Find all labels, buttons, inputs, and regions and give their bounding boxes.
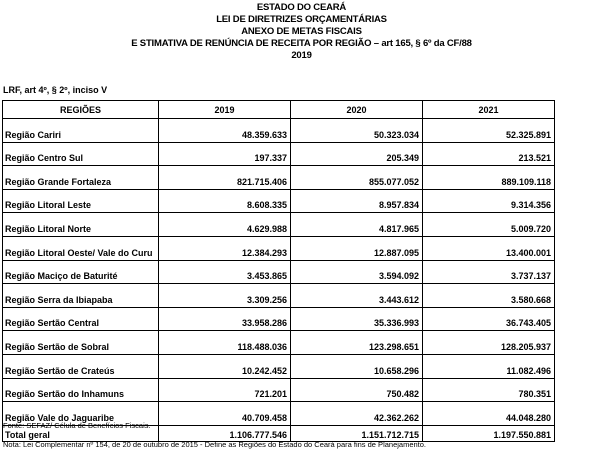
value-cell-2021: 11.082.496 [423, 354, 555, 378]
value-cell-2019: 118.488.036 [159, 331, 291, 355]
region-name-cell: Região Serra da Ibiapaba [3, 284, 159, 308]
value-cell-2021: 5.009.720 [423, 213, 555, 237]
value-cell-2020: 42.362.262 [291, 402, 423, 426]
region-name-cell: Região Litoral Oeste/ Vale do Curu [3, 236, 159, 260]
value-cell-2021: 52.325.891 [423, 119, 555, 143]
region-name-cell: Região Maciço de Baturité [3, 260, 159, 284]
footnote: Nota: Lei Complementar nº 154, de 20 de outubro de 2015 - Define as Regiões do Estado do Ceará para fins de Planejamento. [3, 440, 427, 449]
value-cell-2020: 3.443.612 [291, 284, 423, 308]
value-cell-2020: 855.077.052 [291, 166, 423, 190]
value-cell-2019: 40.709.458 [159, 402, 291, 426]
value-cell-2021: 213.521 [423, 142, 555, 166]
value-cell-2019: 12.384.293 [159, 236, 291, 260]
header-state: ESTADO DO CEARÁ [256, 2, 347, 13]
total-label: Total geral [3, 425, 159, 441]
value-cell-2021: 3.580.668 [423, 284, 555, 308]
column-header-regions: REGIÕES [3, 101, 159, 119]
table-row [3, 166, 555, 190]
table-row [3, 354, 555, 378]
value-cell-2020: 750.482 [291, 378, 423, 402]
source-note: Fonte: SEFAZ/ Célula de Benefícios Fiscais. [3, 421, 151, 430]
legal-reference: LRF, art 4º, § 2º, inciso V [3, 85, 108, 95]
column-header-2021: 2021 [423, 101, 555, 119]
region-name-cell: Região Sertão de Sobral [3, 331, 159, 355]
value-cell-2020: 4.817.965 [291, 213, 423, 237]
table-header-row [3, 101, 555, 119]
value-cell-2020: 10.658.296 [291, 354, 423, 378]
document-header [0, 2, 603, 62]
region-name-cell: Região Centro Sul [3, 142, 159, 166]
header-year: 2019 [291, 50, 312, 61]
region-name-cell: Região Grande Fortaleza [3, 166, 159, 190]
table-row [3, 213, 555, 237]
table-row [3, 307, 555, 331]
value-cell-2021: 128.205.937 [423, 331, 555, 355]
total-value-2019: 1.106.777.546 [159, 425, 291, 441]
value-cell-2019: 3.453.865 [159, 260, 291, 284]
value-cell-2021: 13.400.001 [423, 236, 555, 260]
region-name-cell: Região Cariri [3, 119, 159, 143]
value-cell-2021: 44.048.280 [423, 402, 555, 426]
value-cell-2021: 9.314.356 [423, 189, 555, 213]
total-value-2021: 1.197.550.881 [423, 425, 555, 441]
total-value-2020: 1.151.712.715 [291, 425, 423, 441]
region-name-cell: Região Vale do Jaguaribe [3, 402, 159, 426]
region-name-cell: Região Sertão Central [3, 307, 159, 331]
region-name-cell: Região Sertão do Inhamuns [3, 378, 159, 402]
header-law: LEI DE DIRETRIZES ORÇAMENTÁRIAS [216, 14, 387, 25]
region-name-cell: Região Litoral Norte [3, 213, 159, 237]
value-cell-2020: 8.957.834 [291, 189, 423, 213]
value-cell-2021: 889.109.118 [423, 166, 555, 190]
value-cell-2020: 3.594.092 [291, 260, 423, 284]
value-cell-2020: 35.336.993 [291, 307, 423, 331]
table-row [3, 260, 555, 284]
value-cell-2020: 123.298.651 [291, 331, 423, 355]
value-cell-2021: 36.743.405 [423, 307, 555, 331]
value-cell-2019: 821.715.406 [159, 166, 291, 190]
region-name-cell: Região Sertão de Crateús [3, 354, 159, 378]
value-cell-2019: 33.958.286 [159, 307, 291, 331]
value-cell-2019: 3.309.256 [159, 284, 291, 308]
header-annex: ANEXO DE METAS FISCAIS [241, 26, 362, 37]
header-title: E STIMATIVA DE RENÚNCIA DE RECEITA POR REGIÃO – art 165, § 6º da CF/88 [131, 38, 472, 49]
table-row [3, 284, 555, 308]
value-cell-2019: 10.242.452 [159, 354, 291, 378]
table-row [3, 189, 555, 213]
value-cell-2020: 12.887.095 [291, 236, 423, 260]
value-cell-2019: 197.337 [159, 142, 291, 166]
value-cell-2019: 48.359.633 [159, 119, 291, 143]
value-cell-2019: 4.629.988 [159, 213, 291, 237]
revenue-waiver-table [2, 100, 555, 442]
table-row [3, 378, 555, 402]
value-cell-2020: 50.323.034 [291, 119, 423, 143]
table-row [3, 331, 555, 355]
value-cell-2020: 205.349 [291, 142, 423, 166]
table-row [3, 119, 555, 143]
table-row [3, 236, 555, 260]
region-name-cell: Região Litoral Leste [3, 189, 159, 213]
table-row [3, 142, 555, 166]
column-header-2019: 2019 [159, 101, 291, 119]
value-cell-2019: 721.201 [159, 378, 291, 402]
column-header-2020: 2020 [291, 101, 423, 119]
value-cell-2021: 3.737.137 [423, 260, 555, 284]
value-cell-2019: 8.608.335 [159, 189, 291, 213]
value-cell-2021: 780.351 [423, 378, 555, 402]
